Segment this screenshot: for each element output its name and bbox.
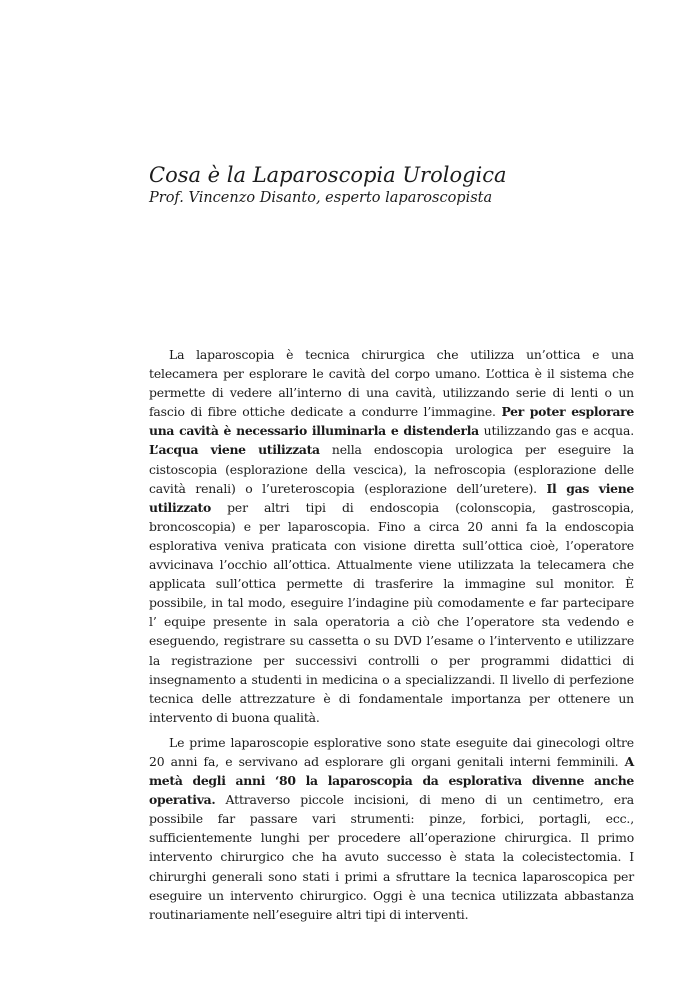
title-block bbox=[149, 162, 629, 208]
article-body bbox=[149, 345, 634, 930]
paragraph-2 bbox=[149, 733, 634, 924]
p1-text-3: nella endoscopia urologica per eseguire la cistoscopia (esplorazione della vescica), la nefroscopia (esplorazione delle cavità renali) o l’ureteroscopia (esplorazione dell’uretere). bbox=[149, 442, 634, 496]
author-line: Prof. Vincenzo Disanto, esperto laparoscopista bbox=[149, 190, 493, 206]
p1-text-4: per altri tipi di endoscopia (colonscopia, gastroscopia, broncoscopia) e per laparoscopia. Fino a circa 20 anni fa la endoscopia esplorativa veniva praticata con visione diretta sull’ottica cioè, l’operatore avvicinava l’occhio all’ottica. Attualmente viene utilizzata la telecamera che applicata sull’ottica permette di trasferire la immagine sul monitor. È possibile, in tal modo, eseguire l’indagine più comodamente e far partecipare l’ equipe presente in sala operatoria a ciò che l’operatore sta vedendo e eseguendo, registrare su cassetta o su DVD l’esame o l’intervento e utilizzare la registrazione per successivi controlli o per programmi didattici di insegnamento a studenti in medicina o a specializzandi. Il livello di perfezione tecnica delle attrezzature è di fondamentale importanza per ottenere un intervento di buona qualità. bbox=[149, 499, 634, 725]
page-title: Cosa è la Laparoscopia Urologica bbox=[149, 163, 507, 187]
paragraph-1 bbox=[149, 345, 634, 727]
p1-text-1: La laparoscopia è tecnica chirurgica che utilizza un’ottica e una telecamera per esplorare le cavità del corpo umano. L’ottica è il sistema che permette di vedere all’interno di una cavità, utilizzando serie di lenti o un fascio di fibre ottiche dedicate a condurre l’immagine. bbox=[149, 347, 634, 420]
p1-bold-3: Il gas viene utilizzato bbox=[149, 480, 634, 515]
p2-bold-1: A metà degli anni ‘80 la laparoscopia da esplorativa divenne anche operativa. bbox=[149, 753, 634, 808]
p2-text-2: Attraverso piccole incisioni, di meno di un centimetro, era possibile far passare vari strumenti: pinze, forbici, portagli, ecc., sufficientemente lunghi per procedere all’operazione chirurgica. Il primo intervento chirurgico che ha avuto successo è stata la colecistectomia. I chirurghi generali sono stati i primi a sfruttare la tecnica laparoscopica per eseguire un intervento chirurgico. Oggi è una tecnica utilizzata abbastanza routinariamente nell’eseguire altri tipi di interventi. bbox=[149, 792, 634, 922]
p1-bold-1: Per poter esplorare una cavità è necessario illuminarla e distenderla bbox=[149, 404, 634, 439]
p1-bold-2: L’acqua viene utilizzata bbox=[149, 442, 320, 458]
p2-text-1: Le prime laparoscopie esplorative sono state eseguite dai ginecologi oltre 20 anni fa, e servivano ad esplorare gli organi genitali interni femminili. bbox=[149, 734, 634, 769]
p1-text-2: utilizzando gas e acqua. bbox=[478, 423, 634, 439]
